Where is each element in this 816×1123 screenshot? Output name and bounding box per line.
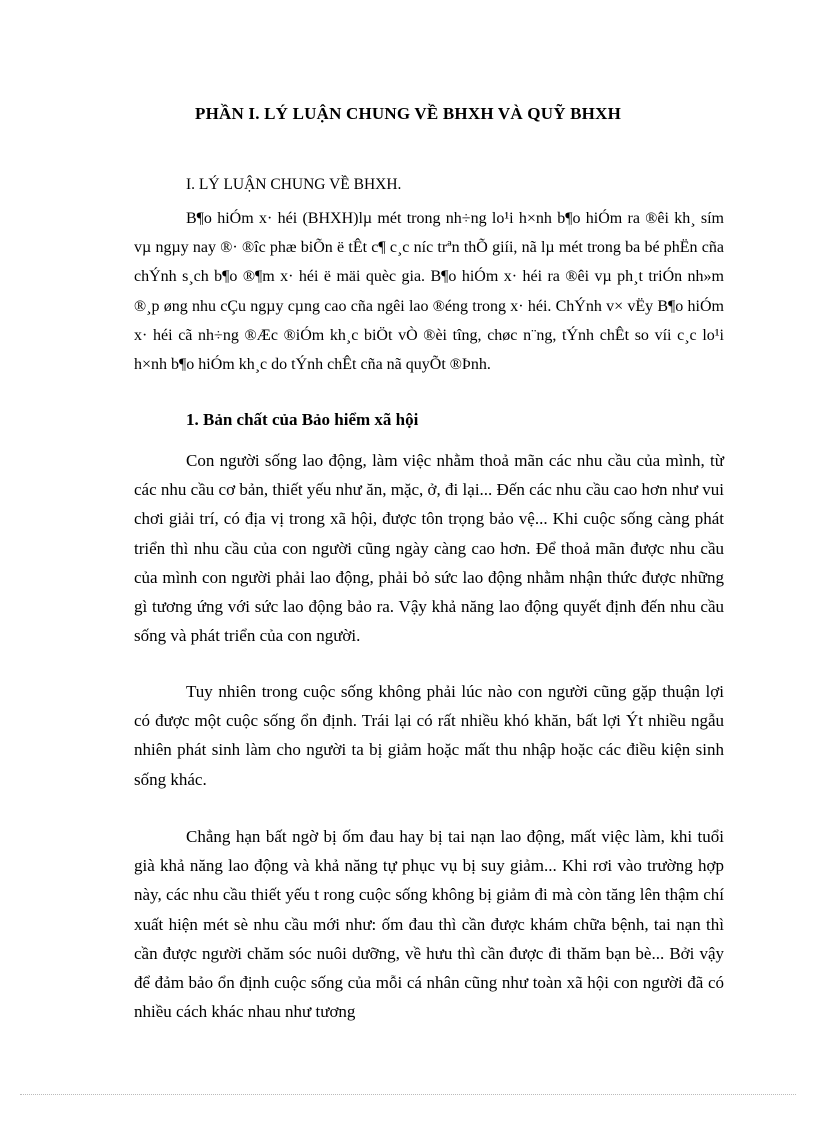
sub-heading: 1. Bản chất của Bảo hiểm xã hội bbox=[186, 410, 419, 429]
paragraph-intro: B¶o hiÓm x· héi (BHXH)lµ mét trong nh÷ng lo¹i h×nh b¶o hiÓm ra ®êi kh¸ sím vµ ngµy nay ®· ®îc phæ biÕn ë tÊt c¶ c¸c níc trªn thÕ giíi, nã lµ mét trong ba bé phËn cña chÝnh s¸ch b¶o ®¶m x· héi ë mäi quèc gia. B¶o hiÓm x· héi ra ®êi vµ ph¸t triÓn nh»m ®¸p øng nhu cÇu ngµy cµng cao cña ngêi lao ®éng trong x· héi. ChÝnh v× vËy B¶o hiÓm x· héi cã nh÷ng ®Æc ®iÓm kh¸c biÖt vÒ ®èi tîng, chøc n¨ng, tÝnh chÊt so víi c¸c lo¹i h×nh b¶o hiÓm kh¸c do tÝnh chÊt cña nã quyÕt ®Þnh. bbox=[134, 210, 724, 374]
paragraph-examples: Chẳng hạn bất ngờ bị ốm đau hay bị tai nạn lao động, mất việc làm, khi tuổi già khả năng lao động và khả năng tự phục vụ bị suy giảm... Khi rơi vào trường hợp này, các nhu cầu thiết yếu t rong cuộc sống không bị giảm đi mà còn tăng lên thậm chí xuất hiện mét sè nhu cầu mới như: ốm đau thì cần được khám chữa bệnh, tai nạn thì cần được người chăm sóc nuôi dưỡng, về hưu thì cần được đi thăm bạn bè... Bởi vậy để đảm bảo ổn định cuộc sống của mỗi cá nhân cũng như toàn xã hội con người đã có nhiều cách khác nhau như tương bbox=[134, 827, 724, 1022]
footer-divider bbox=[20, 1094, 796, 1095]
paragraph-risks: Tuy nhiên trong cuộc sống không phải lúc nào con người cũng gặp thuận lợi có được một cuộc sống ổn định. Trái lại có rất nhiều khó khăn, bất lợi Ýt nhiều ngẫu nhiên phát sinh làm cho người ta bị giảm hoặc mất thu nhập hoặc các điều kiện sinh sống khác. bbox=[134, 682, 724, 789]
paragraph-needs: Con người sống lao động, làm việc nhằm thoả mãn các nhu cầu của mình, từ các nhu cầu cơ bản, thiết yếu như ăn, mặc, ở, đi lại... Đến các nhu cầu cao hơn như vui chơi giải trí, có địa vị trong xã hội, được tôn trọng bảo vệ... Khi cuộc sống càng phát triển thì nhu cầu của con người cũng ngày càng cao hơn. Để thoả mãn được nhu cầu của mình con người phải lao động, phải bỏ sức lao động nhằm nhận thức được những gì tương ứng với sức lao động bảo ra. Vậy khả năng lao động quyết định đến nhu cầu sống và phát triển của con người. bbox=[134, 451, 724, 646]
section-heading: I. LÝ LUẬN CHUNG VỀ BHXH. bbox=[186, 176, 402, 193]
page-title: PHẦN I. LÝ LUẬN CHUNG VỀ BHXH VÀ QUỸ BHXH bbox=[195, 104, 621, 123]
